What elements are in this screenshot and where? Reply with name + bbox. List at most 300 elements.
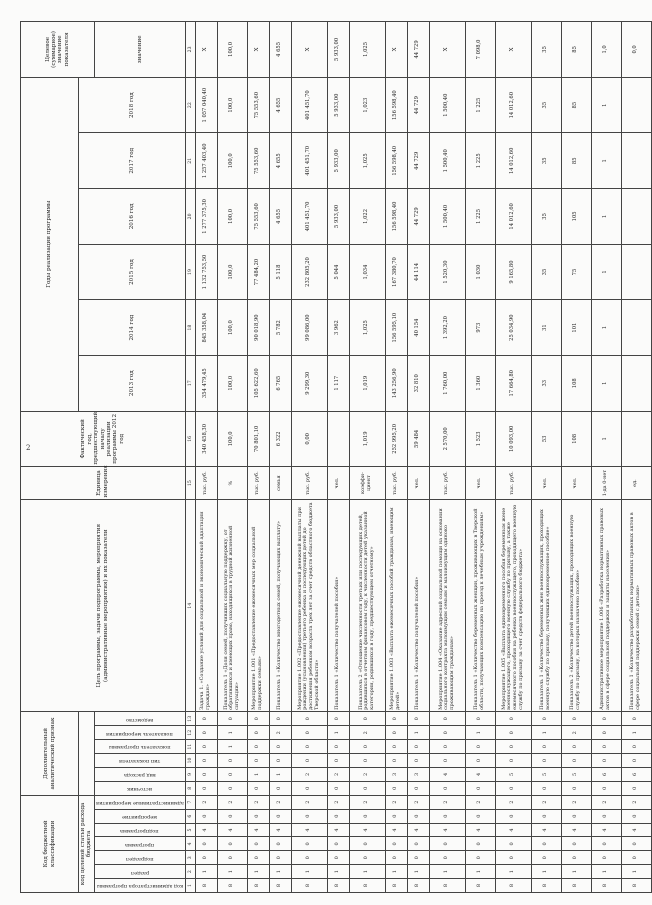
row-unit: чел.: [561, 467, 591, 500]
code-cell: 2: [591, 795, 621, 809]
code-cell: 0: [495, 754, 531, 768]
row-actual: 2 570,00: [429, 411, 465, 467]
code-cell: 1: [407, 865, 429, 879]
code-cell: 0: [561, 740, 591, 754]
row-target: 4 655: [269, 22, 291, 78]
row-year-value: 1 257 403,40: [195, 133, 217, 189]
code-cell: 0: [591, 837, 621, 851]
column-index: 17: [185, 355, 195, 411]
code-cell: 1: [247, 865, 269, 879]
header-code-col: [94, 823, 185, 837]
code-cell: 1: [465, 726, 495, 740]
header-year: 2015 год: [79, 244, 186, 300]
code-cell: 8: [495, 879, 531, 893]
row-year-value: 32 810: [407, 355, 429, 411]
row-year-value: 100,0: [217, 77, 247, 133]
header-code-col-label: код администратора программы: [96, 883, 183, 890]
code-cell: 2: [621, 795, 651, 809]
header-code-col-label: подраздел: [125, 855, 154, 862]
row-year-value: 1: [591, 244, 621, 300]
row-actual: 1,019: [349, 411, 385, 467]
code-cell: 8: [429, 879, 465, 893]
code-cell: 0: [621, 837, 651, 851]
row-name: Административное мероприятие 1.006 «Разработка нормативных правовых актов в сфере социальной поддержки и защиты населения»: [591, 500, 621, 712]
code-cell: 1: [217, 865, 247, 879]
code-cell: 8: [195, 879, 217, 893]
code-cell: 8: [591, 879, 621, 893]
code-cell: 1: [327, 726, 349, 740]
code-cell: 1: [385, 865, 407, 879]
code-cell: 2: [327, 795, 349, 809]
code-cell: 1: [407, 726, 429, 740]
code-cell: 0: [269, 851, 291, 865]
row-year-value: 1 132 753,50: [195, 244, 217, 300]
column-index: 22: [185, 77, 195, 133]
header-extra-col-label: источник: [127, 786, 153, 793]
code-cell: 1: [621, 865, 651, 879]
header-code-group: Код бюджетной классификации: [21, 795, 79, 892]
code-cell: 0: [195, 712, 217, 726]
row-name: Показатель 2 «Отношение численности третьих или последующих детей, родившихся в отчетном финансовом году, к численности детей указанной категории, родившихся в году, предшествующем отчетному»: [349, 500, 385, 712]
code-cell: 0: [591, 712, 621, 726]
table-row: [217, 22, 247, 893]
row-year-value: 75 553,60: [247, 77, 269, 133]
table-row: [269, 22, 291, 893]
row-year-value: 1: [591, 189, 621, 245]
code-cell: 0: [495, 726, 531, 740]
code-cell: 0: [621, 781, 651, 795]
code-cell: 0: [429, 754, 465, 768]
code-cell: 4: [217, 823, 247, 837]
header-extra-col-label: тип показателя: [119, 758, 161, 765]
code-cell: 4: [269, 823, 291, 837]
row-year-value: 1: [591, 133, 621, 189]
code-cell: 0: [385, 754, 407, 768]
code-cell: 0: [495, 837, 531, 851]
code-cell: 4: [561, 823, 591, 837]
code-cell: 1: [269, 865, 291, 879]
row-actual: [621, 411, 651, 467]
code-cell: 0: [531, 740, 561, 754]
code-cell: 0: [195, 740, 217, 754]
code-cell: 0: [247, 851, 269, 865]
code-cell: 0: [195, 851, 217, 865]
row-year-value: 40 154: [407, 300, 429, 356]
row-year-value: 44 729: [407, 77, 429, 133]
row-year-value: 401 451,70: [291, 189, 327, 245]
row-target: 44 729: [407, 22, 429, 78]
page-number: 2: [26, 444, 31, 452]
row-year-value: 108: [561, 355, 591, 411]
table-row: [407, 22, 429, 893]
code-cell: 2: [561, 795, 591, 809]
code-cell: 0: [561, 712, 591, 726]
row-year-value: 100,0: [217, 189, 247, 245]
code-cell: 2: [531, 795, 561, 809]
code-cell: 2: [407, 795, 429, 809]
row-actual: 100,0: [217, 411, 247, 467]
code-cell: 4: [429, 767, 465, 781]
code-cell: 1: [269, 767, 291, 781]
code-cell: 5: [531, 767, 561, 781]
code-cell: 1: [591, 865, 621, 879]
code-cell: 0: [495, 712, 531, 726]
row-year-value: 9 165,80: [495, 244, 531, 300]
column-index: 15: [185, 467, 195, 500]
row-unit: чел.: [531, 467, 561, 500]
column-index: 11: [185, 740, 195, 754]
code-cell: 0: [385, 712, 407, 726]
code-cell: 8: [349, 879, 385, 893]
header-code-col: [94, 795, 185, 809]
row-year-value: 14 012,60: [495, 77, 531, 133]
row-year-value: 1: [591, 300, 621, 356]
code-cell: 0: [291, 837, 327, 851]
code-cell: 0: [407, 837, 429, 851]
table-row: [385, 22, 407, 893]
code-cell: 8: [465, 879, 495, 893]
row-year-value: 156 595,10: [385, 300, 407, 356]
header-target-sub: значение: [94, 22, 185, 78]
row-year-value: 4 655: [269, 77, 291, 133]
code-cell: 0: [385, 809, 407, 823]
column-index: 8: [185, 781, 195, 795]
table-row: [531, 22, 561, 893]
row-year-value: 85: [561, 77, 591, 133]
code-cell: 4: [531, 823, 561, 837]
code-cell: 1: [217, 740, 247, 754]
code-cell: 1: [217, 726, 247, 740]
column-index: 6: [185, 809, 195, 823]
row-unit: коэффи-циент: [349, 467, 385, 500]
row-year-value: 1 392,20: [429, 300, 465, 356]
row-year-value: 5 933,00: [327, 133, 349, 189]
row-year-value: [621, 300, 651, 356]
code-cell: 0: [385, 837, 407, 851]
row-actual: 59 484: [407, 411, 429, 467]
code-cell: 5: [561, 767, 591, 781]
row-year-value: 1,022: [349, 189, 385, 245]
row-year-value: [621, 355, 651, 411]
row-target: Х: [195, 22, 217, 78]
row-year-value: 25 034,90: [495, 300, 531, 356]
column-index: 10: [185, 754, 195, 768]
code-cell: 0: [195, 726, 217, 740]
row-year-value: 5 782: [269, 300, 291, 356]
column-index: 23: [185, 22, 195, 78]
row-year-value: 90 018,90: [247, 300, 269, 356]
row-target: 7 098,0: [465, 22, 495, 78]
code-cell: 0: [217, 851, 247, 865]
header-code-col-label: раздел: [130, 869, 149, 876]
code-cell: 1: [531, 726, 561, 740]
row-year-value: 1,019: [349, 355, 385, 411]
row-unit: 1-да 0-нет: [591, 467, 621, 500]
code-cell: 4: [385, 823, 407, 837]
code-cell: 4: [291, 823, 327, 837]
row-unit: тыс. руб.: [385, 467, 407, 500]
row-year-value: 17 664,80: [495, 355, 531, 411]
row-target: Х: [247, 22, 269, 78]
code-cell: 0: [621, 851, 651, 865]
code-cell: 4: [495, 823, 531, 837]
code-cell: 0: [195, 754, 217, 768]
row-year-value: 1 520,30: [429, 244, 465, 300]
code-cell: 4: [591, 823, 621, 837]
row-unit: тыс. руб.: [291, 467, 327, 500]
code-cell: 0: [327, 851, 349, 865]
row-year-value: 973: [465, 300, 495, 356]
row-year-value: 1 030: [465, 244, 495, 300]
code-cell: 0: [327, 740, 349, 754]
code-cell: 1: [621, 726, 651, 740]
code-cell: 2: [269, 795, 291, 809]
code-cell: 0: [591, 851, 621, 865]
code-cell: 0: [531, 712, 561, 726]
row-year-value: 105: [561, 189, 591, 245]
row-year-value: 354 479,45: [195, 355, 217, 411]
row-year-value: 33: [531, 355, 561, 411]
table-row: [591, 22, 621, 893]
row-year-value: 232 805,20: [291, 244, 327, 300]
code-cell: 0: [429, 837, 465, 851]
code-cell: 4: [195, 823, 217, 837]
code-cell: 0: [561, 809, 591, 823]
row-year-value: 31: [531, 300, 561, 356]
row-year-value: 75: [561, 244, 591, 300]
code-cell: 2: [349, 767, 385, 781]
code-cell: 4: [429, 823, 465, 837]
code-cell: 2: [291, 795, 327, 809]
row-actual: 53: [531, 411, 561, 467]
code-cell: 0: [561, 851, 591, 865]
code-cell: 0: [591, 754, 621, 768]
row-year-value: 75 553,60: [247, 189, 269, 245]
column-index: 3: [185, 851, 195, 865]
row-year-value: 1 225: [465, 189, 495, 245]
row-unit: семья: [269, 467, 291, 500]
row-name: Показатель 2 «Количество детей военнослужащих, проходящих военную службу по призыву, на которых назначено пособие»: [561, 500, 591, 712]
row-year-value: 1 225: [465, 133, 495, 189]
code-cell: 0: [291, 740, 327, 754]
code-cell: 2: [327, 767, 349, 781]
row-year-value: [621, 244, 651, 300]
code-cell: 0: [429, 781, 465, 795]
code-cell: 0: [407, 809, 429, 823]
code-cell: 3: [385, 767, 407, 781]
code-cell: 2: [217, 795, 247, 809]
code-cell: 8: [561, 879, 591, 893]
code-cell: 8: [291, 879, 327, 893]
code-cell: 0: [349, 809, 385, 823]
header-code-col: [94, 865, 185, 879]
code-cell: 0: [621, 809, 651, 823]
row-year-value: 4 655: [269, 189, 291, 245]
code-cell: 2: [247, 795, 269, 809]
row-year-value: 6 765: [269, 355, 291, 411]
code-cell: 0: [465, 851, 495, 865]
table-row: [465, 22, 495, 893]
row-year-value: 100,0: [217, 300, 247, 356]
table-row: [495, 22, 531, 893]
code-cell: 0: [349, 712, 385, 726]
code-cell: 0: [217, 781, 247, 795]
code-cell: 0: [327, 712, 349, 726]
code-cell: 1: [327, 865, 349, 879]
row-unit: тыс. руб.: [429, 467, 465, 500]
code-cell: 0: [291, 712, 327, 726]
header-extra-col-label: вид расхода: [123, 772, 156, 779]
header-year: 2018 год: [79, 77, 186, 133]
code-cell: 4: [621, 823, 651, 837]
code-cell: 4: [349, 823, 385, 837]
table-row: [349, 22, 385, 893]
code-cell: 0: [495, 781, 531, 795]
code-cell: 1: [465, 865, 495, 879]
code-cell: 0: [407, 740, 429, 754]
row-year-value: 401 451,70: [291, 77, 327, 133]
row-year-value: 100,0: [217, 244, 247, 300]
code-cell: 0: [407, 712, 429, 726]
row-year-value: 156 598,40: [385, 133, 407, 189]
row-year-value: 1: [591, 355, 621, 411]
code-cell: 1: [495, 865, 531, 879]
row-year-value: 35: [531, 189, 561, 245]
row-name: Мероприятие 1.004 «Оказание адресной социальной помощи на основании социального контракта малоимущим семьям и малоимущим одиноко проживающим гражданам»: [429, 500, 465, 712]
code-cell: 0: [247, 781, 269, 795]
code-cell: 2: [465, 795, 495, 809]
code-cell: 6: [621, 767, 651, 781]
code-cell: 0: [247, 809, 269, 823]
code-cell: 8: [621, 879, 651, 893]
header-code-col: [94, 851, 185, 865]
code-cell: 0: [291, 851, 327, 865]
row-unit: тыс. руб.: [495, 467, 531, 500]
table-row: [621, 22, 651, 893]
code-cell: 0: [217, 754, 247, 768]
code-cell: 0: [495, 809, 531, 823]
row-name: Показатель 1 «Количество разработанных нормативных правовых актов в сфере социальной поддержки семей с детьми»: [621, 500, 651, 712]
code-cell: 1: [247, 767, 269, 781]
row-year-value: 1 500,40: [429, 189, 465, 245]
row-actual: [327, 411, 349, 467]
row-target: 1,025: [349, 22, 385, 78]
row-year-value: 35: [531, 133, 561, 189]
code-cell: 0: [591, 781, 621, 795]
code-cell: 0: [621, 740, 651, 754]
code-cell: 2: [195, 795, 217, 809]
code-cell: 0: [531, 754, 561, 768]
code-cell: 0: [429, 740, 465, 754]
row-year-value: 14 012,60: [495, 133, 531, 189]
row-target: 1,0: [591, 22, 621, 78]
code-cell: 0: [291, 726, 327, 740]
row-year-value: 143 256,90: [385, 355, 407, 411]
header-extra-col-label: ведомство: [126, 716, 154, 723]
code-cell: 0: [349, 837, 385, 851]
code-cell: 2: [385, 795, 407, 809]
code-cell: 0: [195, 767, 217, 781]
row-target: 100,0: [217, 22, 247, 78]
code-cell: 8: [327, 879, 349, 893]
row-name: Показатель 1 «Количество беременных жен военнослужащих, проходящих военную службу по призыву, получивших единовременное пособие»: [531, 500, 561, 712]
row-actual: 6 322: [269, 411, 291, 467]
code-cell: 0: [407, 851, 429, 865]
header-year: 2014 год: [79, 300, 186, 356]
row-year-value: 1,025: [349, 133, 385, 189]
column-index: 5: [185, 823, 195, 837]
table-row: [429, 22, 465, 893]
code-cell: 0: [465, 809, 495, 823]
code-cell: 0: [327, 809, 349, 823]
code-cell: 6: [591, 767, 621, 781]
row-year-value: 3 962: [327, 300, 349, 356]
header-year: 2013 год: [79, 355, 186, 411]
code-cell: 0: [195, 837, 217, 851]
code-cell: 2: [495, 795, 531, 809]
code-cell: 0: [465, 740, 495, 754]
row-year-value: [621, 77, 651, 133]
code-cell: 0: [465, 754, 495, 768]
code-cell: 0: [269, 809, 291, 823]
header-code-subgroup: код целевой статьи расхода бюджета: [79, 795, 95, 892]
row-target: Х: [495, 22, 531, 78]
code-cell: 0: [195, 809, 217, 823]
code-cell: 0: [429, 712, 465, 726]
row-target: Х: [385, 22, 407, 78]
column-index: 9: [185, 767, 195, 781]
row-year-value: 105 622,60: [247, 355, 269, 411]
row-year-value: 1 500,40: [429, 133, 465, 189]
table-row: [327, 22, 349, 893]
table-row: [247, 22, 269, 893]
code-cell: 2: [291, 767, 327, 781]
row-year-value: 5 118: [269, 244, 291, 300]
row-year-value: 9 299,30: [291, 355, 327, 411]
row-unit: %: [217, 467, 247, 500]
row-unit: чел.: [407, 467, 429, 500]
code-cell: 4: [407, 823, 429, 837]
code-cell: 0: [247, 740, 269, 754]
row-actual: 1: [591, 411, 621, 467]
code-cell: 0: [291, 754, 327, 768]
code-cell: 0: [385, 781, 407, 795]
code-cell: 0: [407, 781, 429, 795]
row-year-value: 401 451,70: [291, 133, 327, 189]
header-code-col: [94, 837, 185, 851]
header-extra-group: Дополнительный аналитический признак: [21, 712, 79, 795]
header-target: Целевое (суммарное) значение показателя: [21, 22, 95, 78]
code-cell: 0: [465, 837, 495, 851]
row-year-value: 1 057 040,40: [195, 77, 217, 133]
header-extra-col-label: показатель мероприятия: [106, 730, 174, 737]
code-cell: 8: [247, 879, 269, 893]
row-year-value: 1 760,00: [429, 355, 465, 411]
code-cell: 0: [531, 837, 561, 851]
code-cell: 1: [291, 865, 327, 879]
code-cell: 0: [385, 726, 407, 740]
row-year-value: 1,034: [349, 244, 385, 300]
header-extra-col: [94, 726, 185, 740]
code-cell: 0: [561, 754, 591, 768]
code-cell: 0: [429, 726, 465, 740]
code-cell: 2: [349, 726, 385, 740]
code-cell: 0: [269, 781, 291, 795]
row-year-value: 4 655: [269, 133, 291, 189]
code-cell: 0: [269, 837, 291, 851]
code-cell: 0: [591, 740, 621, 754]
code-cell: 2: [561, 726, 591, 740]
